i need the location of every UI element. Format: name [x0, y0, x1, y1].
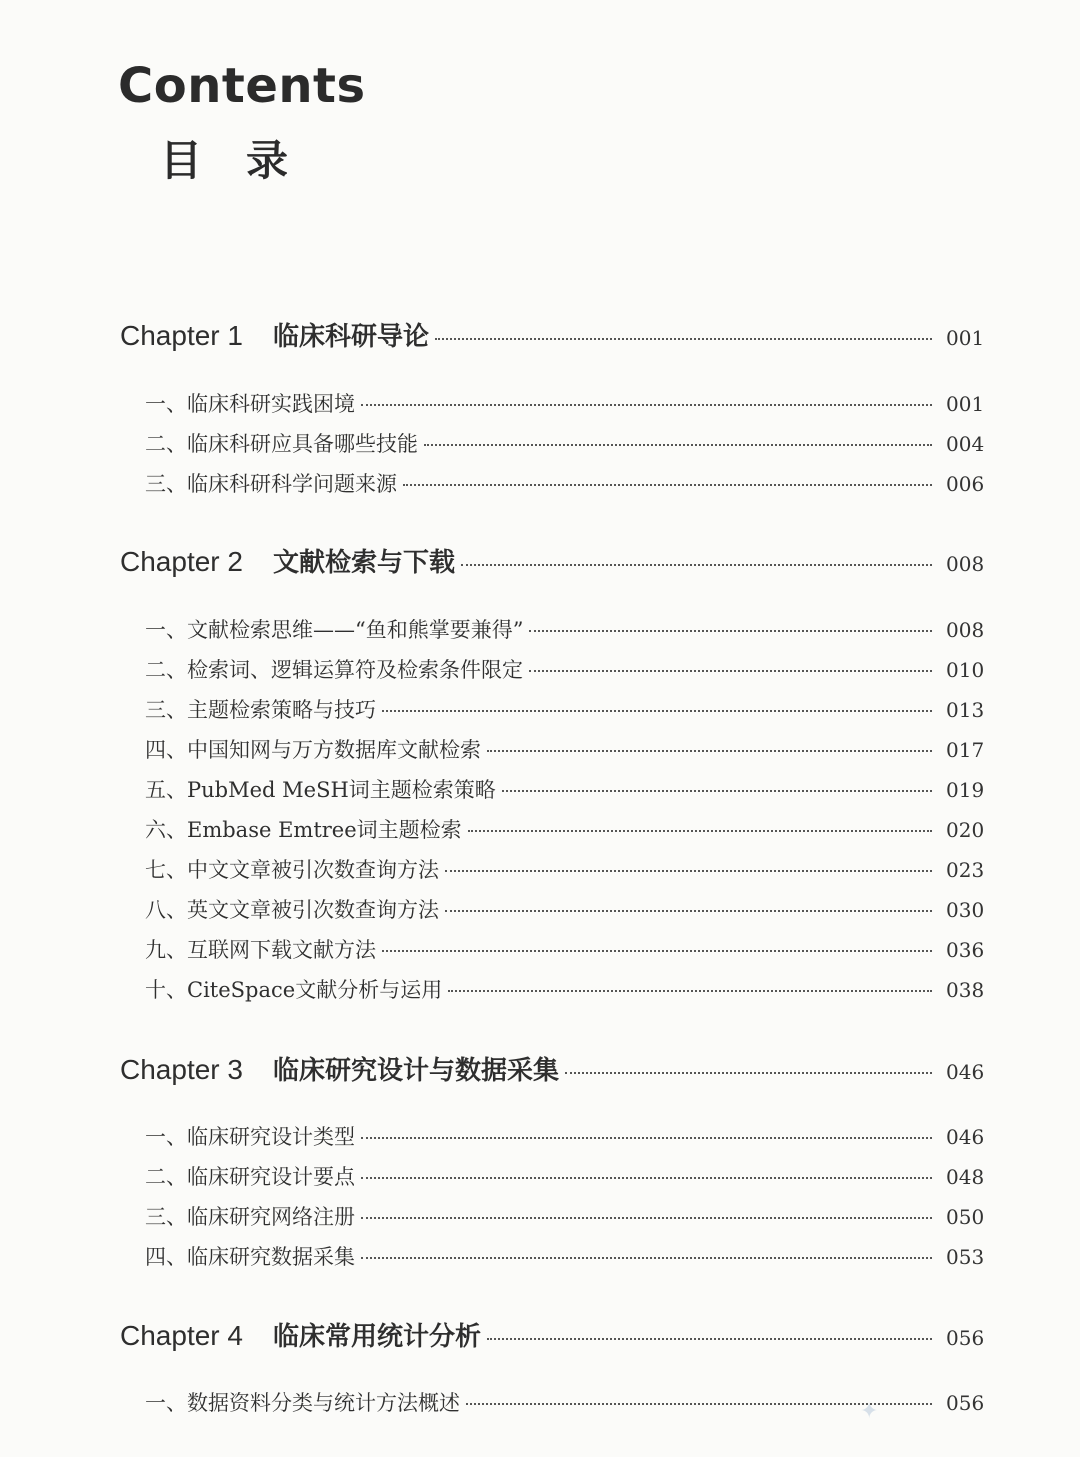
page-title-zh: 目录: [160, 136, 333, 185]
watermark-logo: [860, 1396, 960, 1426]
page-number: 036: [946, 938, 985, 962]
page-number: 013: [946, 698, 985, 722]
leader-dots: [445, 870, 932, 872]
leader-dots: [382, 710, 932, 712]
chapter-label: Chapter 1: [120, 320, 243, 351]
page-number: 056: [946, 1391, 985, 1415]
entry-title: 三、临床研究网络注册: [145, 1205, 355, 1229]
page-number: 010: [946, 658, 985, 682]
entry-title: 一、数据资料分类与统计方法概述: [145, 1391, 460, 1415]
page-number: 017: [946, 738, 985, 762]
leader-dots: [361, 404, 932, 406]
leader-dots: [361, 1257, 932, 1259]
page-number: 008: [946, 618, 985, 642]
toc-entry[interactable]: [145, 694, 985, 726]
watermark-swoosh-icon: ✦: [860, 1398, 879, 1424]
page-number: 006: [946, 472, 985, 496]
entry-title: 四、中国知网与万方数据库文献检索: [145, 738, 481, 762]
leader-dots: [424, 444, 932, 446]
toc-entry[interactable]: [145, 1121, 985, 1153]
leader-dots: [502, 790, 932, 792]
toc-entry[interactable]: [145, 468, 985, 500]
leader-dots: [565, 1072, 932, 1074]
leader-dots: [361, 1177, 932, 1179]
toc-entry[interactable]: [145, 428, 985, 460]
chapter-title: 临床研究设计与数据采集: [272, 1056, 559, 1086]
leader-dots: [445, 910, 932, 912]
page-number: 056: [946, 1326, 985, 1350]
leader-dots: [468, 830, 932, 832]
entry-title: 二、临床研究设计要点: [145, 1165, 355, 1189]
chapter-title: 临床常用统计分析: [272, 1322, 481, 1352]
leader-dots: [487, 750, 932, 752]
leader-dots: [448, 990, 932, 992]
entry-title: 一、临床研究设计类型: [145, 1125, 355, 1149]
entry-title: 八、英文文章被引次数查询方法: [145, 898, 439, 922]
chapter-label: Chapter 2: [120, 546, 243, 577]
toc-chapter-3[interactable]: [120, 1054, 985, 1086]
page-number: 048: [946, 1165, 985, 1189]
page-number: 053: [946, 1245, 985, 1269]
page-number: 050: [946, 1205, 985, 1229]
entry-title: 七、中文文章被引次数查询方法: [145, 858, 439, 882]
page-number: 001: [946, 392, 985, 416]
toc-entry[interactable]: [145, 934, 985, 966]
toc-entry[interactable]: [145, 1161, 985, 1193]
toc-entry[interactable]: [145, 1387, 985, 1419]
chapter-title: 文献检索与下载: [272, 548, 455, 578]
toc-entry[interactable]: [145, 734, 985, 766]
toc-entry[interactable]: [145, 854, 985, 886]
leader-dots: [403, 484, 932, 486]
page-number: 046: [946, 1125, 985, 1149]
chapter-label: Chapter 3: [120, 1054, 243, 1085]
page-number: 019: [946, 778, 985, 802]
toc-entry[interactable]: [145, 774, 985, 806]
entry-title: 十、CiteSpace文献分析与运用: [145, 978, 443, 1002]
entry-title: 一、文献检索思维——“鱼和熊掌要兼得”: [145, 618, 524, 642]
leader-dots: [529, 630, 932, 632]
entry-title: 三、临床科研科学问题来源: [145, 472, 397, 496]
entry-title: 六、Embase Emtree词主题检索: [145, 818, 462, 842]
entry-title: 三、主题检索策略与技巧: [145, 698, 376, 722]
page-number: 023: [946, 858, 985, 882]
entry-title: 九、互联网下载文献方法: [145, 938, 376, 962]
toc-entry[interactable]: [145, 1241, 985, 1273]
toc-entry[interactable]: [145, 388, 985, 420]
leader-dots: [461, 564, 932, 566]
page-number: 001: [946, 326, 985, 350]
page-number: 004: [946, 432, 985, 456]
toc-entry[interactable]: [145, 974, 985, 1006]
leader-dots: [529, 670, 932, 672]
leader-dots: [382, 950, 932, 952]
entry-title: 二、检索词、逻辑运算符及检索条件限定: [145, 658, 523, 682]
chapter-title: 临床科研导论: [272, 322, 429, 352]
toc-entry[interactable]: [145, 614, 985, 646]
page-number: 038: [946, 978, 985, 1002]
toc-entry[interactable]: [145, 1201, 985, 1233]
entry-title: 四、临床研究数据采集: [145, 1245, 355, 1269]
page-title-en: Contents: [118, 58, 366, 114]
page-number: 008: [946, 552, 985, 576]
chapter-label: Chapter 4: [120, 1320, 243, 1351]
page-number: 020: [946, 818, 985, 842]
page-number: 046: [946, 1060, 985, 1084]
leader-dots: [487, 1338, 932, 1340]
leader-dots: [435, 338, 932, 340]
toc-entry[interactable]: [145, 654, 985, 686]
toc-chapter-4[interactable]: [120, 1320, 985, 1352]
toc-entry[interactable]: [145, 814, 985, 846]
entry-title: 五、PubMed MeSH词主题检索策略: [145, 778, 496, 802]
leader-dots: [361, 1137, 932, 1139]
entry-title: 二、临床科研应具备哪些技能: [145, 432, 418, 456]
page-number: 030: [946, 898, 985, 922]
toc-chapter-1[interactable]: [120, 320, 985, 352]
entry-title: 一、临床科研实践困境: [145, 392, 355, 416]
toc-entry[interactable]: [145, 894, 985, 926]
leader-dots: [361, 1217, 932, 1219]
toc-chapter-2[interactable]: [120, 546, 985, 578]
